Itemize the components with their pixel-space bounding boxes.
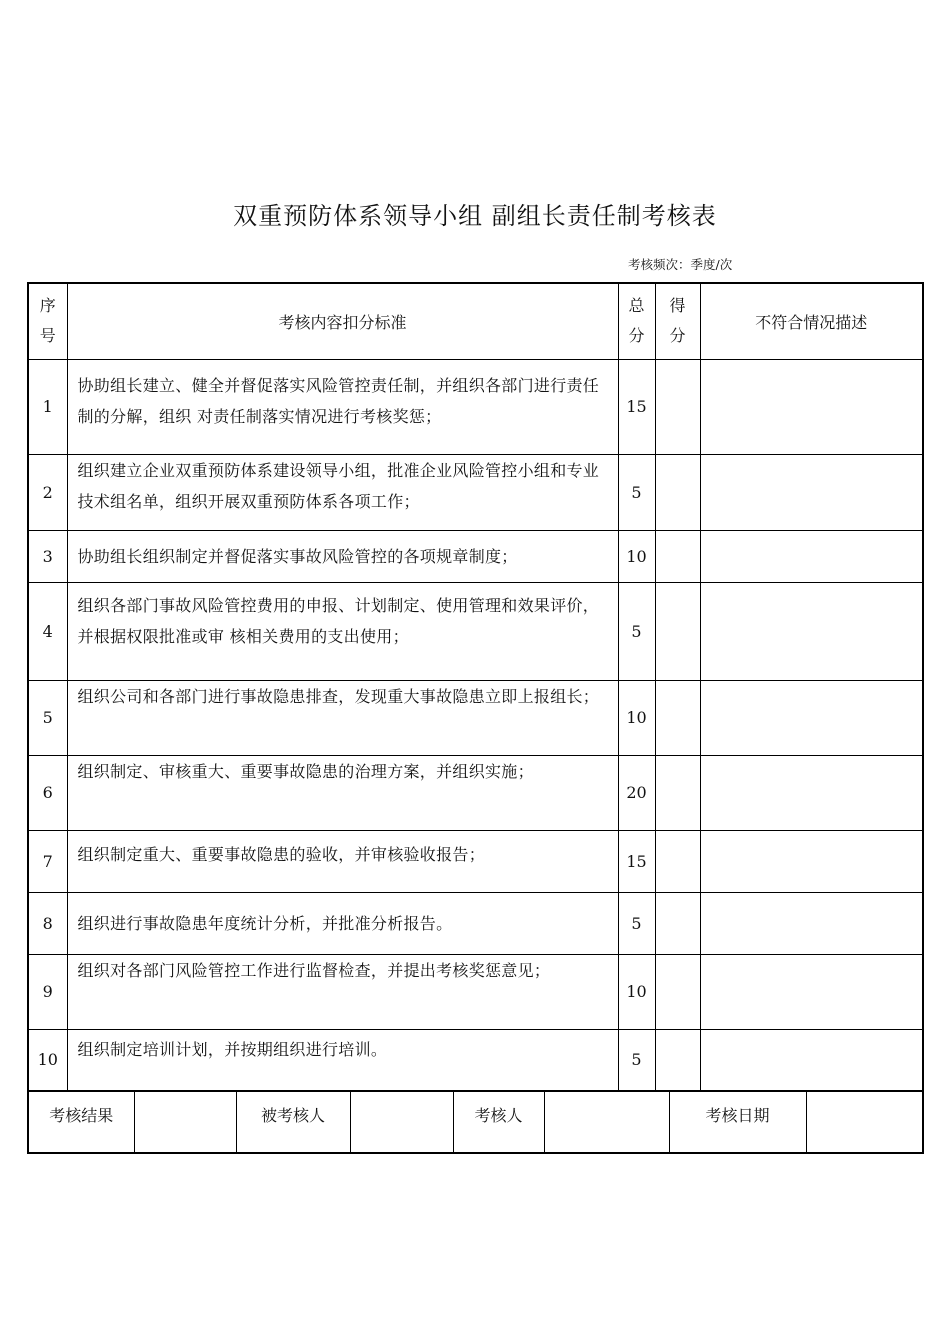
row-content: 组织进行事故隐患年度统计分析，并批准分析报告。 xyxy=(67,892,618,954)
row-score[interactable] xyxy=(655,530,700,582)
header-content: 考核内容扣分标准 xyxy=(67,283,618,359)
row-description[interactable] xyxy=(700,582,923,680)
row-score[interactable] xyxy=(655,359,700,454)
row-content: 组织制定、审核重大、重要事故隐患的治理方案，并组织实施； xyxy=(67,755,618,830)
header-total: 总 分 xyxy=(618,283,655,359)
result-label: 考核结果 xyxy=(28,1091,134,1154)
row-index: 7 xyxy=(28,830,67,892)
row-content: 组织各部门事故风险管控费用的申报、计划制定、使用管理和效果评价，并根据权限批准或审 核相关费用的支出使用； xyxy=(67,582,618,680)
row-index: 6 xyxy=(28,755,67,830)
row-total: 5 xyxy=(618,892,655,954)
table-row xyxy=(28,892,923,954)
row-index: 8 xyxy=(28,892,67,954)
row-description[interactable] xyxy=(700,359,923,454)
row-score[interactable] xyxy=(655,1029,700,1091)
row-score[interactable] xyxy=(655,755,700,830)
row-index: 4 xyxy=(28,582,67,680)
row-content: 协助组长组织制定并督促落实事故风险管控的各项规章制度； xyxy=(67,530,618,582)
row-content: 组织公司和各部门进行事故隐患排查，发现重大事故隐患立即上报组长； xyxy=(67,680,618,755)
row-score[interactable] xyxy=(655,454,700,530)
row-description[interactable] xyxy=(700,454,923,530)
table-header-row xyxy=(28,283,923,359)
row-total: 10 xyxy=(618,530,655,582)
row-score[interactable] xyxy=(655,830,700,892)
row-index: 3 xyxy=(28,530,67,582)
assessor-label: 考核人 xyxy=(453,1091,544,1154)
table-row xyxy=(28,1029,923,1091)
assessee-field[interactable] xyxy=(350,1091,453,1154)
table-row xyxy=(28,530,923,582)
row-description[interactable] xyxy=(700,1029,923,1091)
row-content: 协助组长建立、健全并督促落实风险管控责任制，并组织各部门进行责任制的分解，组织 对责任制落实情况进行考核奖惩； xyxy=(67,359,618,454)
assessee-label: 被考核人 xyxy=(236,1091,350,1154)
table-row xyxy=(28,359,923,454)
row-total: 10 xyxy=(618,954,655,1029)
row-description[interactable] xyxy=(700,954,923,1029)
row-description[interactable] xyxy=(700,680,923,755)
row-description[interactable] xyxy=(700,830,923,892)
row-score[interactable] xyxy=(655,954,700,1029)
row-description[interactable] xyxy=(700,755,923,830)
date-field[interactable] xyxy=(806,1091,923,1154)
row-total: 15 xyxy=(618,359,655,454)
row-total: 10 xyxy=(618,680,655,755)
table-row xyxy=(28,454,923,530)
table-row xyxy=(28,755,923,830)
row-content: 组织制定重大、重要事故隐患的验收，并审核验收报告； xyxy=(67,830,618,892)
row-index: 10 xyxy=(28,1029,67,1091)
row-score[interactable] xyxy=(655,680,700,755)
assessor-field[interactable] xyxy=(544,1091,669,1154)
row-description[interactable] xyxy=(700,892,923,954)
row-index: 1 xyxy=(28,359,67,454)
row-index: 5 xyxy=(28,680,67,755)
header-score: 得 分 xyxy=(655,283,700,359)
row-total: 20 xyxy=(618,755,655,830)
table-row xyxy=(28,954,923,1029)
result-field[interactable] xyxy=(134,1091,236,1154)
page-title: 双重预防体系领导小组 副组长责任制考核表 xyxy=(233,202,717,230)
row-total: 5 xyxy=(618,582,655,680)
row-content: 组织对各部门风险管控工作进行监督检查，并提出考核奖惩意见； xyxy=(67,954,618,1029)
row-total: 15 xyxy=(618,830,655,892)
row-index: 2 xyxy=(28,454,67,530)
row-total: 5 xyxy=(618,454,655,530)
row-content: 组织建立企业双重预防体系建设领导小组，批准企业风险管控小组和专业技术组名单，组织开展双重预防体系各项工作； xyxy=(67,454,618,530)
assessment-table xyxy=(27,282,924,1092)
row-score[interactable] xyxy=(655,582,700,680)
row-description[interactable] xyxy=(700,530,923,582)
table-row xyxy=(28,582,923,680)
row-index: 9 xyxy=(28,954,67,1029)
header-nonconform: 不符合情况描述 xyxy=(700,283,923,359)
row-content: 组织制定培训计划，并按期组织进行培训。 xyxy=(67,1029,618,1091)
row-total: 5 xyxy=(618,1029,655,1091)
header-seq: 序 号 xyxy=(28,283,67,359)
row-score[interactable] xyxy=(655,892,700,954)
assessment-footer xyxy=(27,1090,924,1154)
table-row xyxy=(28,680,923,755)
assessment-frequency: 考核频次：季度/次 xyxy=(628,257,733,272)
table-row xyxy=(28,830,923,892)
date-label: 考核日期 xyxy=(669,1091,806,1154)
